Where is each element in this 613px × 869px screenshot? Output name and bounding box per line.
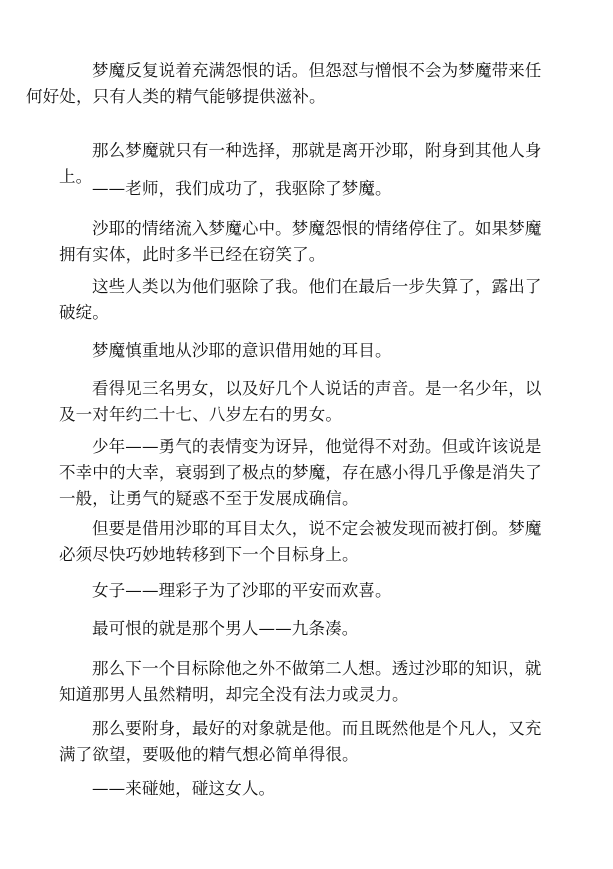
paragraph-line: 及一对年约二十七、八岁左右的男女。 [59,405,343,424]
paragraph-9 [59,516,559,568]
paragraph-line: 女子——理彩子为了沙耶的平安而欢喜。 [92,581,392,600]
paragraph-line: 那么梦魔就只有一种选择，那就是离开沙耶，附身到其他人身 [92,141,542,160]
paragraph-line: 沙耶的情绪流入梦魔心中。梦魔怨恨的情绪停住了。如果梦魔 [92,219,542,238]
paragraph-line: 拥有实体，此时多半已经在窃笑了。 [59,245,326,264]
paragraph-7 [59,376,559,428]
paragraph-10 [59,578,559,604]
paragraph-13 [59,716,559,768]
paragraph-line: 梦魔慎重地从沙耶的意识借用她的耳目。 [92,341,392,360]
paragraph-line: 破绽。 [59,303,109,322]
paragraph-line: 这些人类以为他们驱除了我。他们在最后一步失算了，露出了 [92,277,542,296]
paragraph-line: 那么下一个目标除他之外不做第二人想。透过沙耶的知识，就 [92,659,542,678]
paragraph-4 [59,216,559,268]
paragraph-line: 上。 [59,167,93,186]
paragraph-line: 满了欲望，要吸他的精气想必简单得很。 [59,745,359,764]
paragraph-line: 少年——勇气的表情变为讶异，他觉得不对劲。但或许该说是 [92,437,542,456]
paragraph-line: 看得见三名男女，以及好几个人说话的声音。是一名少年，以 [92,379,542,398]
paragraph-11 [59,616,559,642]
paragraph-14 [59,776,559,802]
paragraph-line: 最可恨的就是那个男人——九条凑。 [92,619,359,638]
paragraph-line: 那么要附身，最好的对象就是他。而且既然他是个凡人，又充 [92,719,542,738]
paragraph-12 [59,656,559,708]
paragraph-line: 梦魔反复说着充满怨恨的话。但怨怼与憎恨不会为梦魔带来任 [92,61,542,80]
paragraph-line: 何好处，只有人类的精气能够提供滋补。 [26,87,326,106]
paragraph-1 [26,58,559,110]
paragraph-line: 一般，让勇气的疑惑不至于发展成确信。 [59,489,359,508]
paragraph-line: 但要是借用沙耶的耳目太久，说不定会被发现而被打倒。梦魔 [92,519,542,538]
paragraph-line: ——来碰她，碰这女人。 [92,779,276,798]
paragraph-line: 不幸中的大幸，衰弱到了极点的梦魔，存在感小得几乎像是消失了 [59,463,542,482]
paragraph-line: 必须尽快巧妙地转移到下一个目标身上。 [59,545,359,564]
paragraph-8 [59,434,559,512]
paragraph-6 [59,338,559,364]
paragraph-5 [59,274,559,326]
paragraph-3 [59,176,559,202]
paragraph-line: 知道那男人虽然精明，却完全没有法力或灵力。 [59,685,409,704]
paragraph-line: ——老师，我们成功了，我驱除了梦魔。 [92,179,392,198]
